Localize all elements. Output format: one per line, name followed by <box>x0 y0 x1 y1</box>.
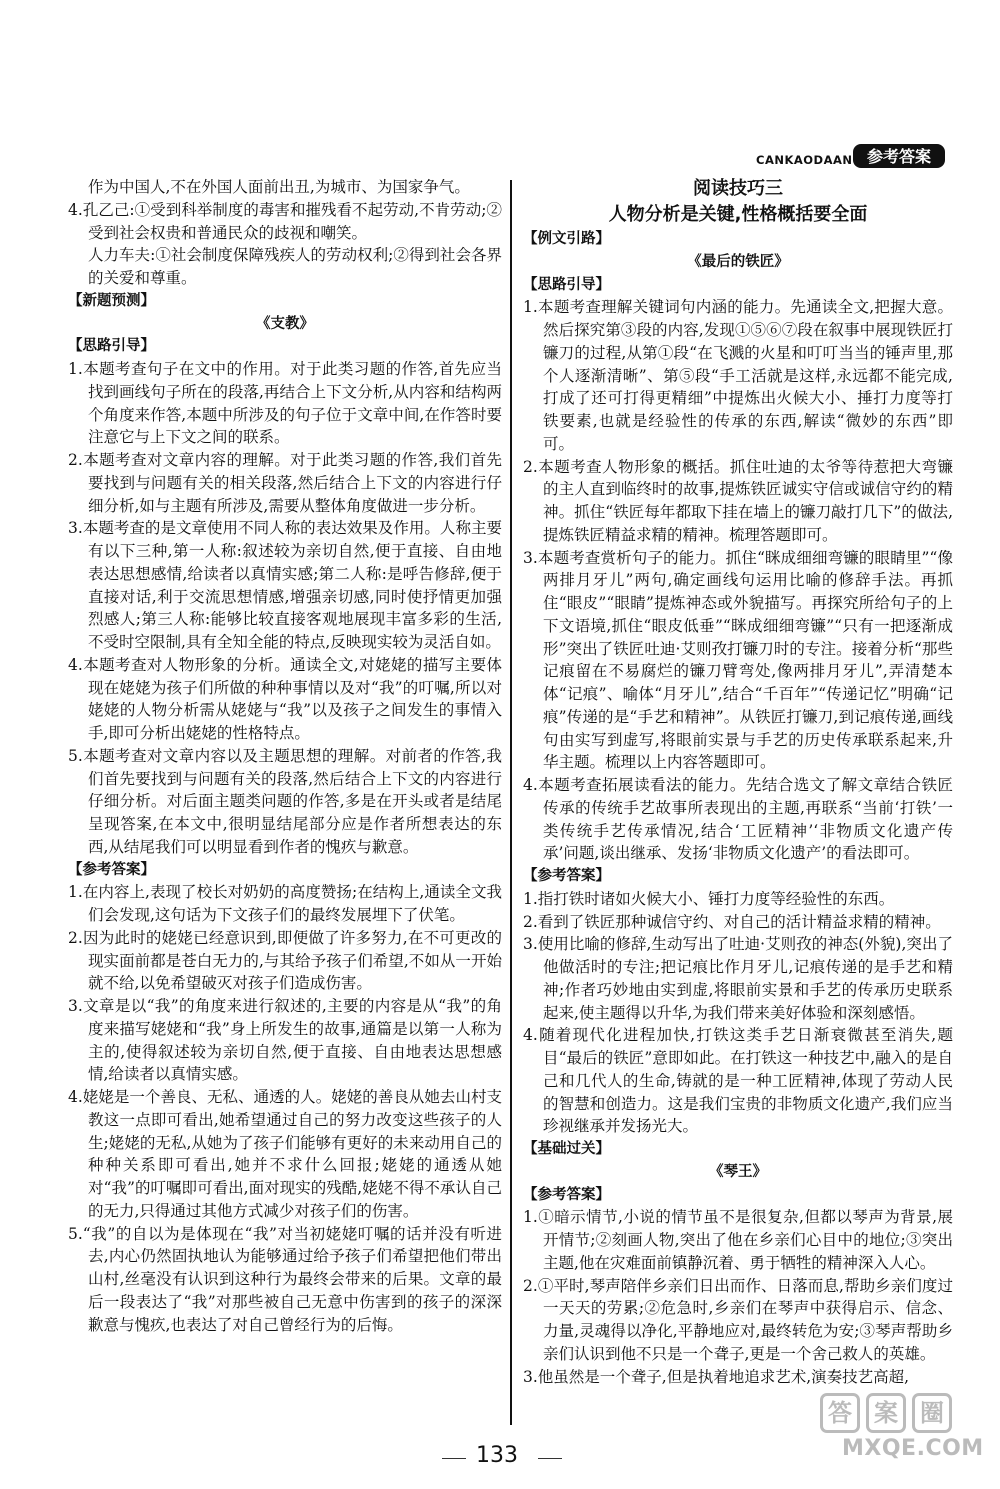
page-number-rule-right <box>538 1458 562 1459</box>
chapter-title: 人物分析是关键,性格概括要全面 <box>608 204 868 225</box>
answer-item: 4.本题考查拓展读看法的能力。先结合选文了解文章结合铁匠传承的传统手艺故事所表现出的主题,再联系“当前‘打铁’一类传统手艺传承情况,结合‘工匠精神’‘非物质文化遗产传承’问题,谈出继承、发扬‘非物质文化遗产’的看法即可。 <box>523 776 953 863</box>
article-title: 《支教》 <box>256 314 314 332</box>
answer-item: 5.“我”的自以为是体现在“我”对当初姥姥叮嘱的话并没有听进去,内心仍然固执地认为能够通过给予孩子们希望把他们带出山村,丝毫没有认识到这种行为最终会带来的后果。文章的最后一段表达了“我”对那些被自己无意中伤害到的孩子的深深歉意与愧疚,也表达了对自己曾经行为的后悔。 <box>68 1224 502 1334</box>
answer-item: 4.孔乙己:①受到科举制度的毒害和摧残看不起劳动,不肯劳动;②受到社会权贵和普通民众的歧视和嘲笑。 <box>68 200 502 242</box>
answer-item: 1.①暗示情节,小说的情节虽不是很复杂,但都以琴声为背景,展开情节;②刻画人物,突出了他在乡亲们心目中的地位;③突出主题,他在灾难面前镇静沉着、勇于牺牲的精神深入人心。 <box>523 1208 953 1272</box>
left-column <box>68 176 502 1336</box>
answer-item: 4.随着现代化进程加快,打铁这类手艺日渐衰微甚至消失,题目“最后的铁匠”意即如此。在打铁这一种技艺中,融入的是自己和几代人的生命,铸就的是一种工匠精神,体现了劳动人民的智慧和创造力。这是我们宝贵的非物质文化遗产,我们应当珍视继承并发扬光大。 <box>523 1026 953 1136</box>
header-brand-en: CANKAODAAN <box>756 153 853 167</box>
section-heading: 【新题预测】 <box>68 292 155 309</box>
answer-item: 1.本题考查理解关键词句内涵的能力。先通读全文,把握大意。然后探究第③段的内容,发现①⑤⑥⑦段在叙事中展现铁匠打镰刀的过程,从第①段“在飞溅的火星和叮叮当当的锤声里,那个人逐渐清晰”、第⑤段“手工活就是这样,永远都不能完成,打成了还可打得更精细”中提炼出火候大小、捶打力度等打铁要素,也就是经验性的传承的东西,解读“微妙的东西”即可。 <box>523 298 953 453</box>
article-title: 《琴王》 <box>709 1162 767 1180</box>
answer-item: 2.①平时,琴声陪伴乡亲们日出而作、日落而息,帮助乡亲们度过一天天的劳累;②危急时,乡亲们在琴声中获得启示、信念、力量,灵魂得以净化,平静地应对,最终转危为安;③琴声帮助乡亲们认识到他不只是一个聋子,更是一个舍己救人的英雄。 <box>523 1276 953 1363</box>
page-number-rule-left <box>442 1458 466 1459</box>
answer-item: 3.使用比喻的修辞,生动写出了吐迪·艾则孜的神态(外貌),突出了他做活时的专注;把记痕比作月牙儿,记痕传递的是手艺和精神;作者巧妙地由实到虚,将眼前实景和手艺的传承历史联系起来,使主题得以升华,为我们带来美好体验和深刻感悟。 <box>523 935 953 1022</box>
section-heading: 【思路引导】 <box>523 276 610 293</box>
answer-item: 1.在内容上,表现了校长对奶奶的高度赞扬;在结构上,通读全文我们会发现,这句话为下文孩子们的最终发展埋下了伏笔。 <box>68 883 502 924</box>
answer-item: 2.因为此时的姥姥已经意识到,即便做了许多努力,在不可更改的现实面前都是苍白无力的,与其给予孩子们希望,不如从一开始就不给,以免希望破灭对孩子们造成伤害。 <box>68 928 502 993</box>
header-brand-cn: 参考答案 <box>866 147 932 166</box>
answer-item: 2.本题考查人物形象的概括。抓住吐迪的太爷等待惹把大弯镰的主人直到临终时的故事,提炼铁匠诚实守信或诚信守约的精神。抓住“铁匠每年都取下挂在墙上的镰刀敲打几下”的做法,提炼铁匠精益求精的精神。梳理答题即可。 <box>523 457 953 544</box>
watermark-char: 案 <box>866 1393 906 1433</box>
page-number: 133 <box>476 1443 518 1468</box>
header-brand-logo <box>853 140 945 170</box>
paragraph: 人力车夫:①社会制度保障残疾人的劳动权利;②得到社会各界的关爱和尊重。 <box>88 246 502 287</box>
watermark-url: MXQE.COM <box>842 1436 984 1461</box>
answer-item: 1.本题考查句子在文中的作用。对于此类习题的作答,首先应当找到画线句子所在的段落,再结合上下文分析,从内容和结构两个角度来作答,本题中所涉及的句子位于文章中间,在作答时要注意它与上下文之间的联系。 <box>68 360 502 447</box>
right-column <box>523 176 953 1388</box>
section-heading: 【参考答案】 <box>523 1186 610 1203</box>
section-heading: 【参考答案】 <box>68 861 155 878</box>
answer-item: 4.本题考查对人物形象的分析。通读全文,对姥姥的描写主要体现在姥姥为孩子们所做的种种事情以及对“我”的叮嘱,所以对姥姥的人物分析需从姥姥与“我”以及孩子之间发生的事情入手,即可分析出姥姥的性格特点。 <box>68 655 502 742</box>
answer-item: 3.本题考查的是文章使用不同人称的表达效果及作用。人称主要有以下三种,第一人称:叙述较为亲切自然,便于直接、自由地表达思想感情,给读者以真情实感;第二人称:是呼告修辞,便于直接对话,利于交流思想情感,增强亲切感,同时使抒情更加强烈感人;第三人称:能够比较直接客观地展现丰富多彩的生活,不受时空限制,具有全知全能的特点,反映现实较为灵活自如。 <box>68 519 502 651</box>
answer-item: 3.他虽然是一个聋子,但是执着地追求艺术,演奏技艺高超, <box>523 1367 910 1386</box>
answer-item: 2.本题考查对文章内容的理解。对于此类习题的作答,我们首先要找到与问题有关的相关段落,然后结合上下文的内容进行仔细分析,如与主题有所涉及,需要从整体角度做进一步分析。 <box>68 451 502 515</box>
section-heading: 【例文引路】 <box>523 231 610 247</box>
watermark-char: 圈 <box>912 1393 952 1433</box>
answer-item: 4.姥姥是一个善良、无私、通透的人。姥姥的善良从她去山村支教这一点即可看出,她希望通过自己的努力改变这些孩子的人生;姥姥的无私,从她为了孩子们能够有更好的未来动用自己的种种关系即可看出,她并不求什么回报;姥姥的通透从她对“我”的叮嘱即可看出,面对现实的残酷,姥姥不得不承认自己的无力,只得通过其他方式减少对孩子们的伤害。 <box>68 1088 502 1220</box>
answer-item: 5.本题考查对文章内容以及主题思想的理解。对前者的作答,我们首先要找到与问题有关的段落,然后结合上下文的内容进行仔细分析。对后面主题类问题的作答,多是在开头或者是结尾呈现答案,在本文中,很明显结尾部分应是作者所想表达的东西,从结尾我们可以明显看到作者的愧疚与歉意。 <box>68 746 502 856</box>
article-title: 《最后的铁匠》 <box>687 252 789 270</box>
watermark-char: 答 <box>820 1393 860 1433</box>
section-heading: 【参考答案】 <box>523 868 610 884</box>
answer-item: 3.本题考查赏析句子的能力。抓住“眯成细细弯镰的眼睛里”“像两排月牙儿”两句,确定画线句运用比喻的修辞手法。再抓住“眼皮”“眼睛”提炼神态或外貌描写。再探究所给句子的上下文语境,抓住“眼皮低垂”“眯成细细弯镰”“只有一把逐渐成形”突出了铁匠吐迪·艾则孜打镰刀时的专注。接着分析“那些记痕留在不易腐烂的镰刀臂弯处,像两排月牙儿”,弄清楚本体“记痕”、喻体“月牙儿”,结合“千百年”“传递记忆”明确“记痕”传递的是“手艺和精神”。从铁匠打镰刀,到记痕传递,画线句由实写到虚写,将眼前实景与手艺的历史传承联系起来,升华主题。梳理以上内容答题即可。 <box>523 548 953 772</box>
answer-item: 2.看到了铁匠那种诚信守约、对自己的活计精益求精的精神。 <box>523 912 941 931</box>
column-divider <box>510 180 512 1425</box>
section-heading: 【思路引导】 <box>68 338 155 355</box>
chapter-title: 阅读技巧三 <box>693 178 783 199</box>
section-heading: 【基础过关】 <box>523 1141 610 1157</box>
answer-item: 3.文章是以“我”的角度来进行叙述的,主要的内容是从“我”的角度来描写姥姥和“我”身上所发生的故事,通篇是以第一人称为主的,使得叙述较为亲切自然,便于直接、自由地表达思想感情,给读者以真情实感。 <box>68 997 502 1084</box>
paragraph: 作为中国人,不在外国人面前出丑,为城市、为国家争气。 <box>88 178 470 196</box>
answer-item: 1.指打铁时诸如火候大小、锤打力度等经验性的东西。 <box>523 889 895 908</box>
